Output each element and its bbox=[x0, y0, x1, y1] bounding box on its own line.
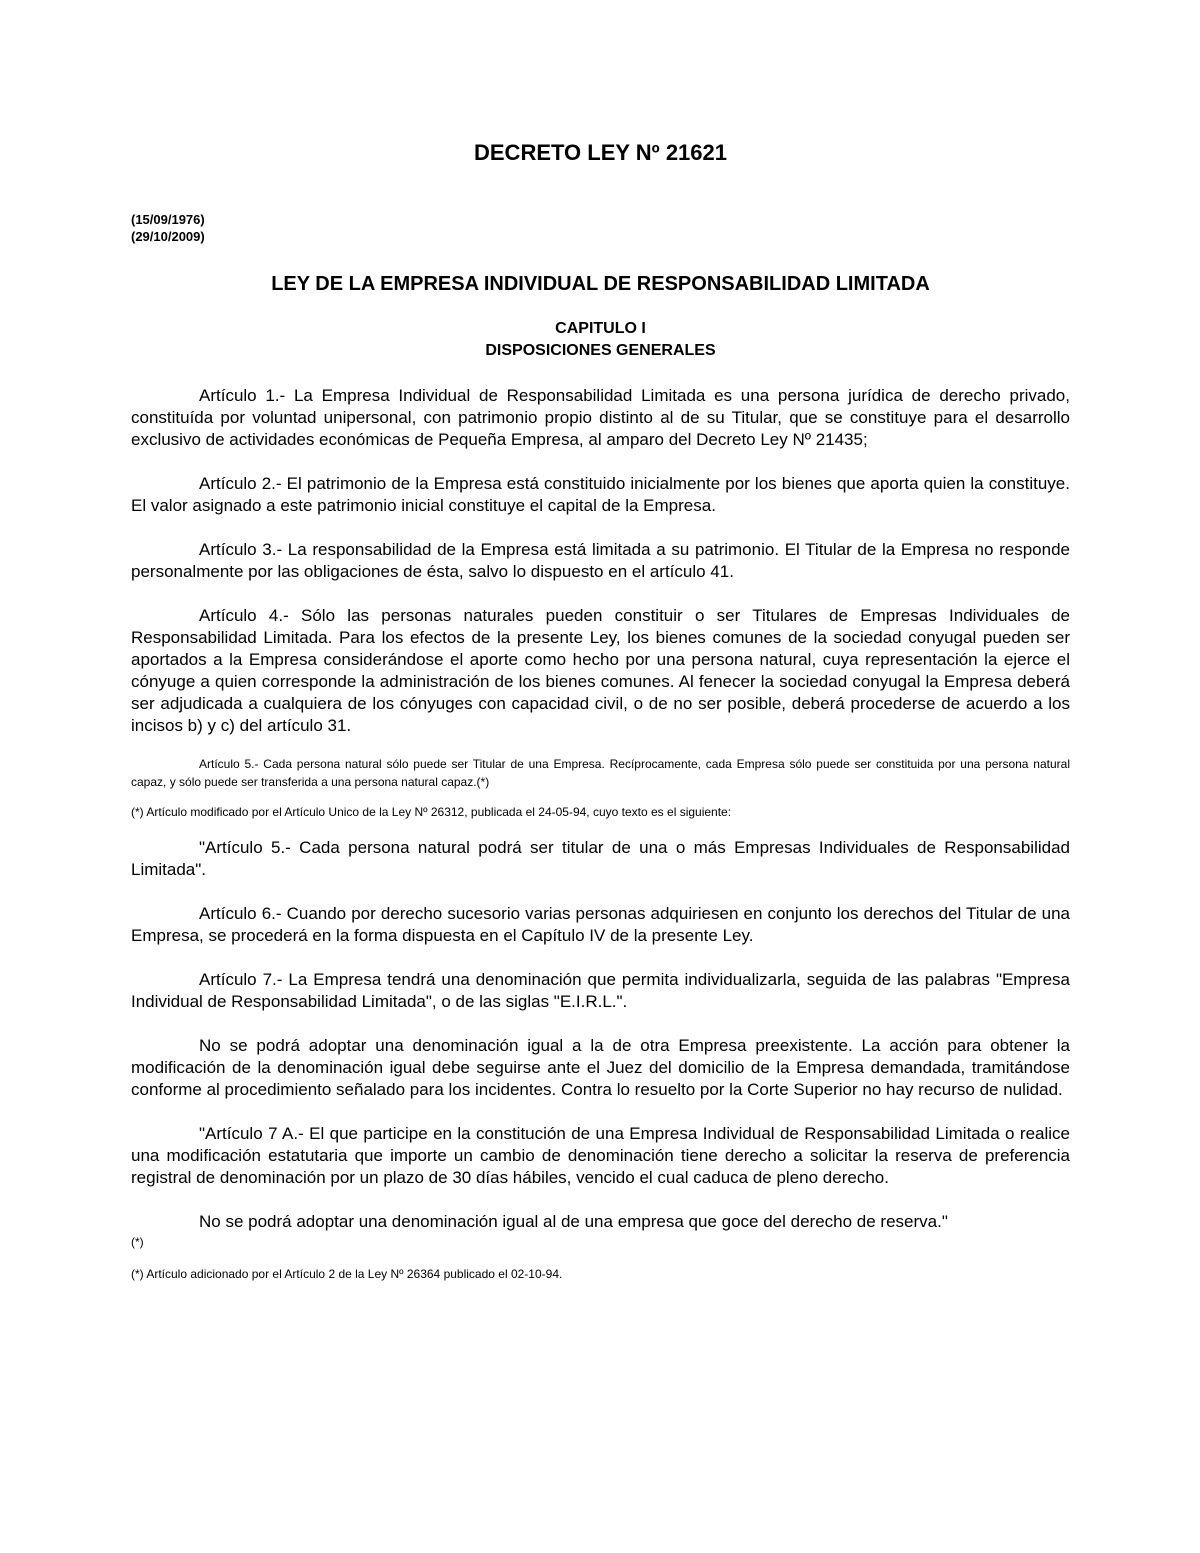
document-title: DECRETO LEY Nº 21621 bbox=[474, 140, 727, 165]
article-7: Artículo 7.- La Empresa tendrá una denominación que permita individualizarla, seguida de las palabras "Empresa Individual de Responsabilidad Limitada", o de las siglas "E.I.R.L.". bbox=[131, 970, 1070, 1011]
document-body bbox=[131, 385, 1070, 1295]
article-2: Artículo 2.- El patrimonio de la Empresa está constituido inicialmente por los bienes que aporta quien la constituye. El valor asignado a este patrimonio inicial constituye el capital de la Empresa. bbox=[131, 474, 1070, 515]
chapter-number: CAPITULO I bbox=[555, 320, 646, 337]
article-6: Artículo 6.- Cuando por derecho sucesorio varias personas adquiriesen en conjunto los derechos del Titular de una Empresa, se procederá en la forma dispuesta en el Capítulo IV de la presente Ley. bbox=[131, 904, 1070, 945]
article-5-original: Artículo 5.- Cada persona natural sólo puede ser Titular de una Empresa. Recíprocamente, cada Empresa sólo puede ser constituida por una persona natural capaz, y sólo puede ser transferida a una persona natural capaz.(*) bbox=[131, 757, 1070, 789]
article-7a-paragraph-2: No se podrá adoptar una denominación igual al de una empresa que goce del derecho de reserva." bbox=[199, 1212, 948, 1231]
date-updated: (29/10/2009) bbox=[131, 229, 205, 244]
article-7a-footnote-mark: (*) bbox=[131, 1235, 144, 1249]
article-7a: "Artículo 7 A.- El que participe en la constitución de una Empresa Individual de Responsabilidad Limitada o realice una modificación estatutaria que importe un cambio de denominación tiene derecho a solicitar la reserva de preferencia registral de denominación por un plazo de 30 días hábiles, vencido el cual caduca de pleno derecho. bbox=[131, 1124, 1070, 1187]
chapter-heading bbox=[131, 318, 1070, 362]
article-1: Artículo 1.- La Empresa Individual de Responsabilidad Limitada es una persona jurídica de derecho privado, constituída por voluntad unipersonal, con patrimonio propio distinto al de su Titular, que se constituye para el desarrollo exclusivo de actividades económicas de Pequeña Empresa, al amparo del Decreto Ley Nº 21435; bbox=[131, 386, 1070, 449]
article-5-amended: "Artículo 5.- Cada persona natural podrá ser titular de una o más Empresas Individuales de Responsabilidad Limitada". bbox=[131, 838, 1070, 879]
chapter-name: DISPOSICIONES GENERALES bbox=[485, 342, 716, 359]
date-published: (15/09/1976) bbox=[131, 212, 205, 227]
footnote-addition: (*) Artículo adicionado por el Artículo 2 de la Ley Nº 26364 publicado el 02-10-94. bbox=[131, 1267, 563, 1281]
document-dates bbox=[131, 211, 205, 245]
article-7-paragraph-2: No se podrá adoptar una denominación igual a la de otra Empresa preexistente. La acción para obtener la modificación de la denominación igual debe seguirse ante el Juez del domicilio de la Empresa demandada, tramitándose conforme al procedimiento señalado para los incidentes. Contra lo resuelto por la Corte Superior no hay recurso de nulidad. bbox=[131, 1036, 1070, 1099]
law-title: LEY DE LA EMPRESA INDIVIDUAL DE RESPONSABILIDAD LIMITADA bbox=[271, 273, 930, 295]
article-3: Artículo 3.- La responsabilidad de la Empresa está limitada a su patrimonio. El Titular de la Empresa no responde personalmente por las obligaciones de ésta, salvo lo dispuesto en el artículo 41. bbox=[131, 540, 1070, 581]
footnote-modification: (*) Artículo modificado por el Artículo Unico de la Ley Nº 26312, publicada el 24-05-94, cuyo texto es el siguiente: bbox=[131, 805, 732, 819]
article-4: Artículo 4.- Sólo las personas naturales pueden constituir o ser Titulares de Empresas Individuales de Responsabilidad Limitada. Para los efectos de la presente Ley, los bienes comunes de la sociedad conyugal pueden ser aportados a la Empresa considerándose el aporte como hecho por una persona natural, cuya representación la ejerce el cónyuge a quien corresponde la administración de los bienes comunes. Al fenecer la sociedad conyugal la Empresa deberá ser adjudicada a cualquiera de los cónyuges con capacidad civil, o de no ser posible, deberá procederse de acuerdo a los incisos b) y c) del artículo 31. bbox=[131, 606, 1070, 735]
